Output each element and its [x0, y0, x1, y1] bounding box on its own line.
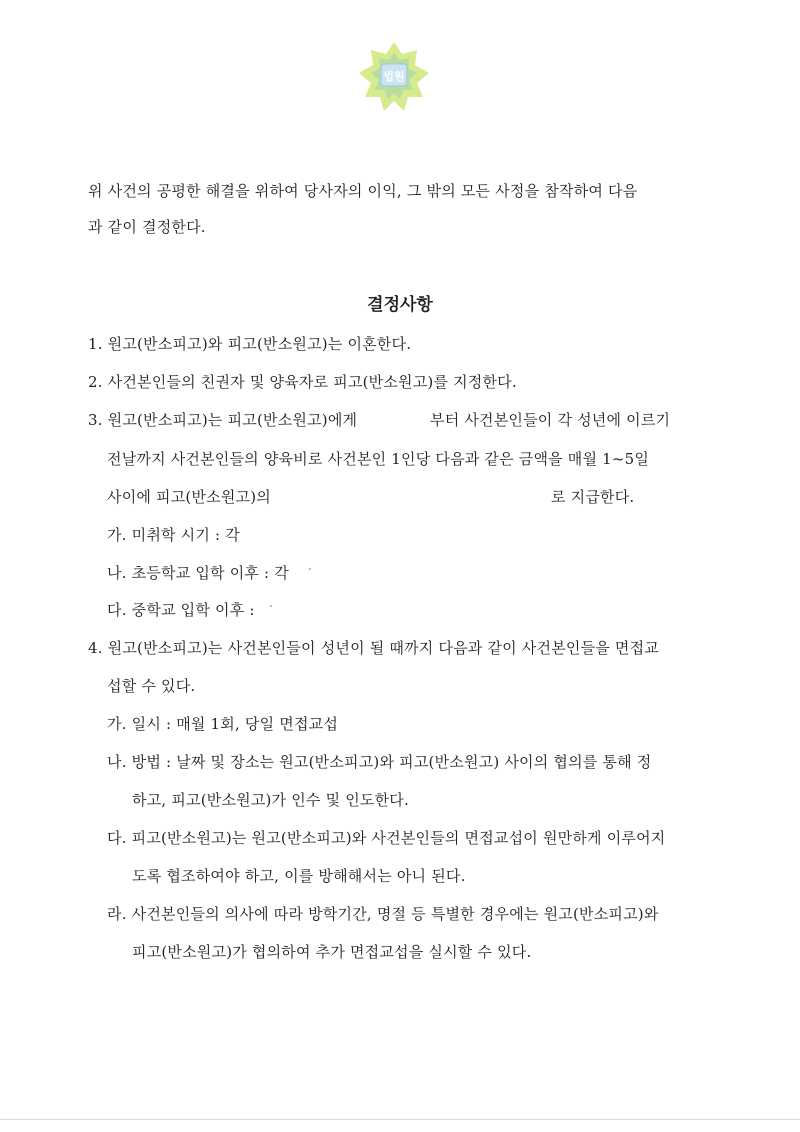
item-3-line-2: 전날까지 사건본인들의 양육비로 사건본인 1인당 다음과 같은 금액을 매월 1~5일: [107, 450, 650, 468]
item-4-sub-d-line-2: 피고(반소원고)가 협의하여 추가 면접교섭을 실시할 수 있다.: [132, 943, 532, 961]
intro-line-2: 과 같이 결정한다.: [88, 218, 206, 236]
item-3-line-1b: 부터 사건본인들이 각 성년에 이르기: [430, 411, 671, 429]
intro-line-1: 위 사건의 공평한 해결을 위하여 당사자의 이익, 그 밖의 모든 사정을 참작하여 다음: [88, 182, 638, 200]
item-3-sub-b: 나. 초등학교 입학 이후 : 각: [107, 564, 289, 582]
item-4-sub-b-line-2: 하고, 피고(반소원고)가 인수 및 인도한다.: [132, 791, 409, 809]
item-3-sub-c: 다. 중학교 입학 이후 :: [107, 601, 255, 619]
item-4-sub-c-line-2: 도록 협조하여야 하고, 이를 방해해서는 아니 된다.: [132, 867, 466, 885]
page-bottom-rule: [0, 1119, 800, 1120]
item-1: 1. 원고(반소피고)와 피고(반소원고)는 이혼한다.: [88, 335, 412, 353]
item-4-line-2: 섭할 수 있다.: [107, 677, 196, 695]
court-seal-icon: [357, 40, 431, 112]
item-4-sub-b-line-1: 나. 방법 : 날짜 및 장소는 원고(반소피고)와 피고(반소원고) 사이의 협의를 통해 정: [107, 753, 652, 771]
item-3-line-1a: 3. 원고(반소피고)는 피고(반소원고)에게: [88, 411, 358, 429]
item-3-sub-a: 가. 미취학 시기 : 각: [107, 526, 240, 544]
seal-text: 법원: [383, 70, 405, 83]
item-3-line-3b: 로 지급한다.: [551, 488, 635, 506]
item-4-line-1: 4. 원고(반소피고)는 사건본인들이 성년이 될 때까지 다음과 같이 사건본인들을 면접교: [88, 639, 659, 657]
section-heading: 결정사항: [367, 295, 433, 315]
item-2: 2. 사건본인들의 친권자 및 양육자로 피고(반소원고)를 지정한다.: [88, 373, 517, 391]
item-4-sub-c-line-1: 다. 피고(반소원고)는 원고(반소피고)와 사건본인들의 면접교섭이 원만하게 이루어지: [107, 829, 666, 847]
scan-mark: [309, 568, 311, 570]
item-3-line-3a: 사이에 피고(반소원고)의: [107, 488, 271, 506]
item-4-sub-d-line-1: 라. 사건본인들의 의사에 따라 방학기간, 명절 등 특별한 경우에는 원고(반소피고)와: [107, 905, 659, 923]
scan-mark: [270, 605, 272, 607]
item-4-sub-a: 가. 일시 : 매월 1회, 당일 면접교섭: [107, 715, 339, 733]
